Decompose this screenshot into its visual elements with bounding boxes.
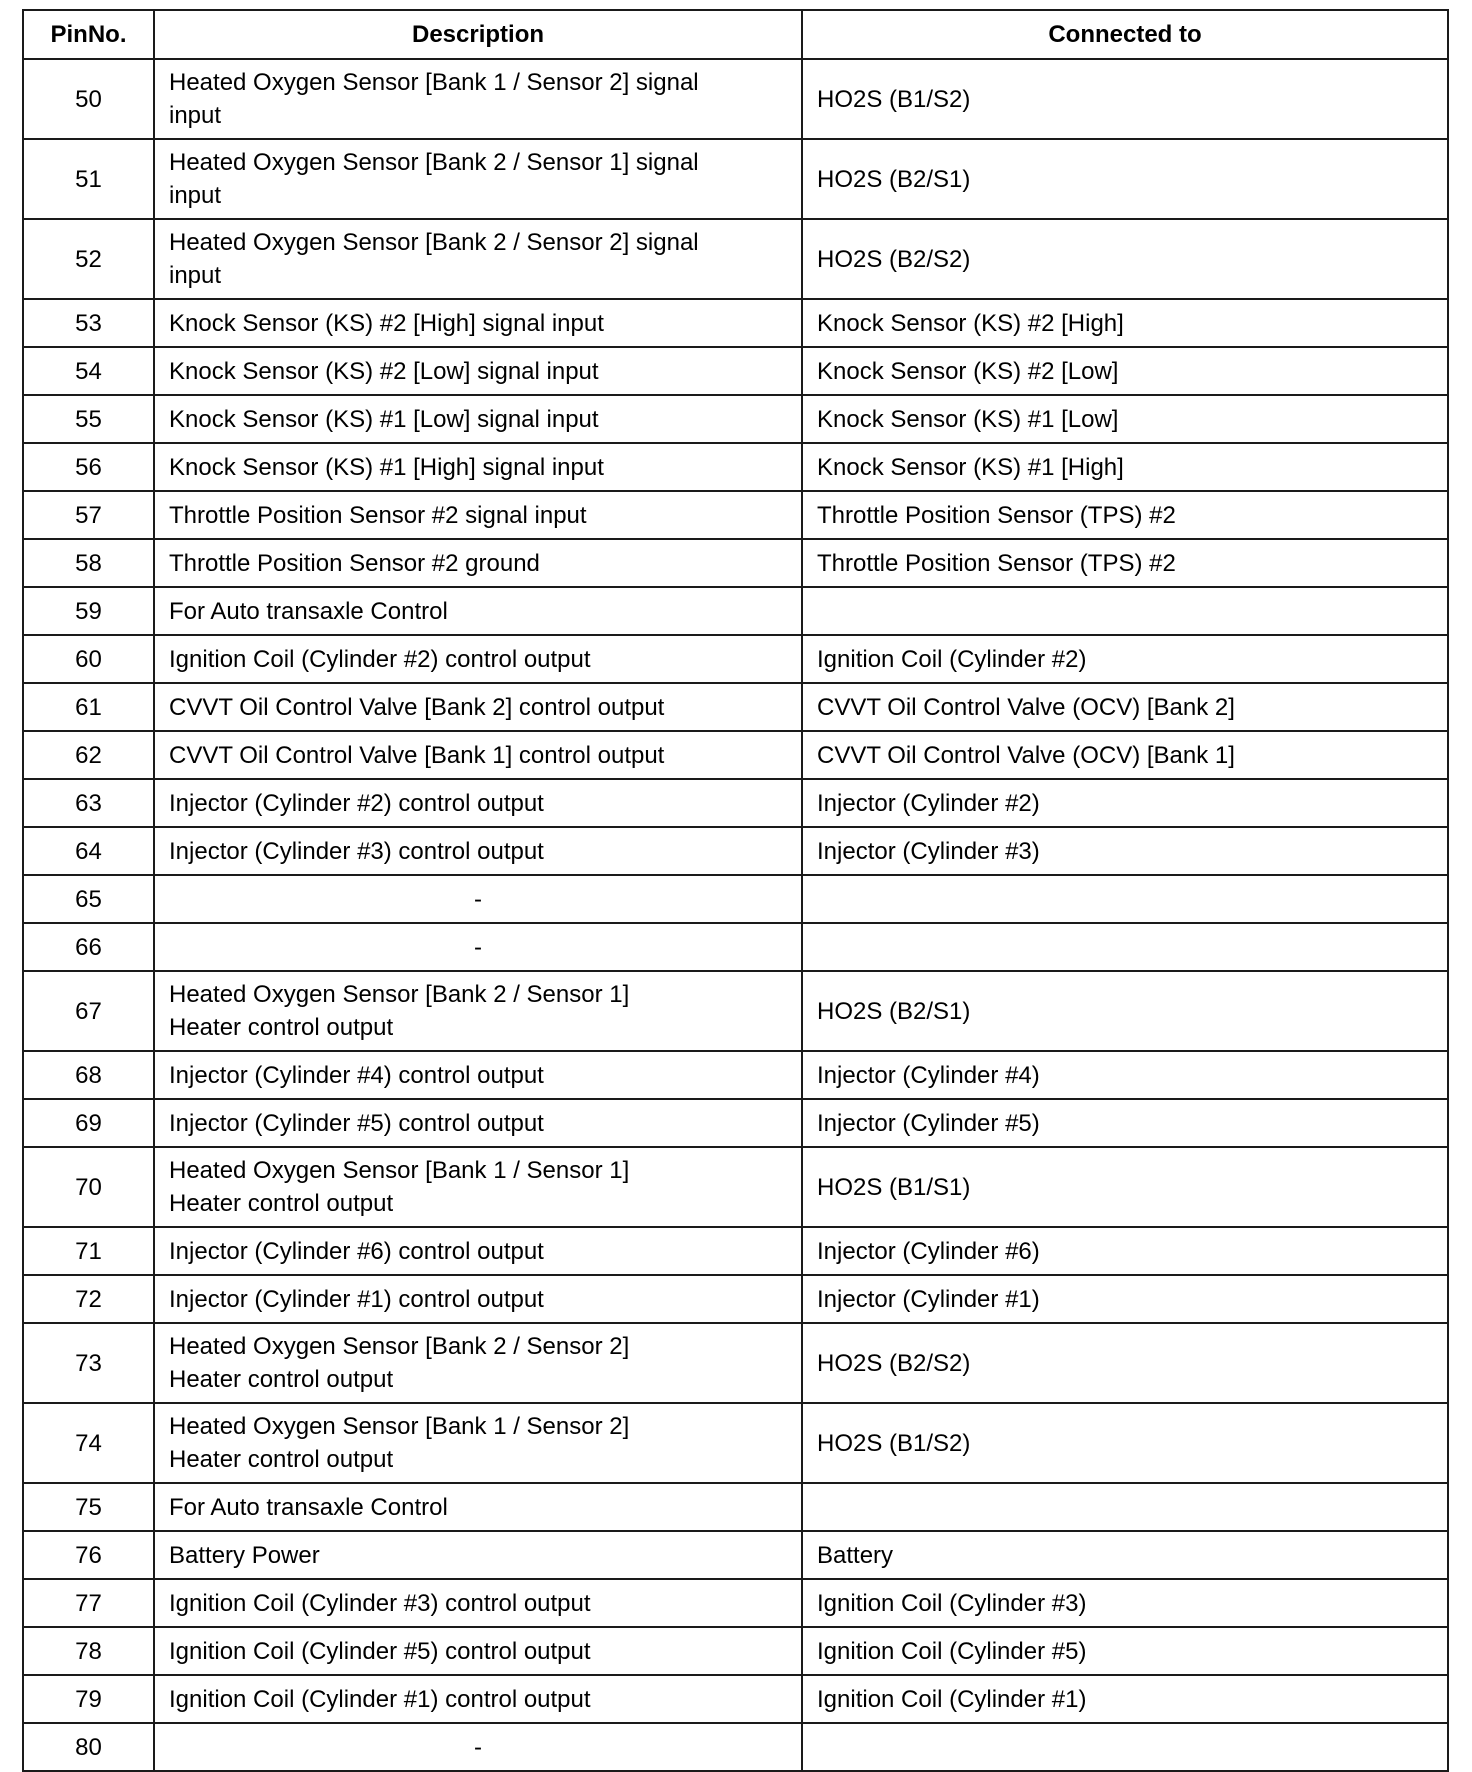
description-cell xyxy=(154,923,802,971)
description-text: Throttle Position Sensor #2 ground xyxy=(169,549,540,577)
description-cell xyxy=(154,1723,802,1771)
pin-number-cell: 76 xyxy=(23,1531,154,1579)
description-cell xyxy=(154,347,802,395)
pin-number-cell: 67 xyxy=(23,971,154,1051)
table-row xyxy=(23,395,1448,443)
connected-to-cell: Injector (Cylinder #3) xyxy=(802,827,1448,875)
connected-to-cell: CVVT Oil Control Valve (OCV) [Bank 1] xyxy=(802,731,1448,779)
connected-to-cell: Throttle Position Sensor (TPS) #2 xyxy=(802,491,1448,539)
table-row xyxy=(23,1627,1448,1675)
pin-number-cell: 78 xyxy=(23,1627,154,1675)
connected-to-cell xyxy=(802,875,1448,923)
pin-number-cell: 65 xyxy=(23,875,154,923)
pin-number-cell: 59 xyxy=(23,587,154,635)
table-row xyxy=(23,1579,1448,1627)
pin-number-cell: 75 xyxy=(23,1483,154,1531)
description-text: Knock Sensor (KS) #1 [High] signal input xyxy=(169,453,604,481)
connected-to-cell: Injector (Cylinder #2) xyxy=(802,779,1448,827)
description-cell xyxy=(154,587,802,635)
description-cell xyxy=(154,1627,802,1675)
connected-to-cell: Ignition Coil (Cylinder #2) xyxy=(802,635,1448,683)
pin-number-cell: 73 xyxy=(23,1323,154,1403)
description-text: Heated Oxygen Sensor [Bank 2 / Sensor 1] signal input xyxy=(169,149,699,209)
description-cell xyxy=(154,443,802,491)
table-row xyxy=(23,1483,1448,1531)
description-cell xyxy=(154,875,802,923)
table-row xyxy=(23,923,1448,971)
description-text: Knock Sensor (KS) #2 [High] signal input xyxy=(169,309,604,337)
description-cell xyxy=(154,395,802,443)
description-cell xyxy=(154,1051,802,1099)
connected-to-cell: Injector (Cylinder #6) xyxy=(802,1227,1448,1275)
description-text: Heated Oxygen Sensor [Bank 2 / Sensor 2] Heater control output xyxy=(169,1333,630,1393)
pin-number-cell: 55 xyxy=(23,395,154,443)
connected-to-cell: Ignition Coil (Cylinder #3) xyxy=(802,1579,1448,1627)
connected-to-cell: Knock Sensor (KS) #2 [Low] xyxy=(802,347,1448,395)
description-text: Injector (Cylinder #5) control output xyxy=(169,1109,544,1137)
table-row xyxy=(23,1051,1448,1099)
description-cell xyxy=(154,731,802,779)
connected-to-cell: CVVT Oil Control Valve (OCV) [Bank 2] xyxy=(802,683,1448,731)
description-text: Knock Sensor (KS) #2 [Low] signal input xyxy=(169,357,599,385)
connected-to-cell: HO2S (B2/S1) xyxy=(802,971,1448,1051)
pin-number-cell: 80 xyxy=(23,1723,154,1771)
description-cell xyxy=(154,1579,802,1627)
description-cell xyxy=(154,1675,802,1723)
description-cell xyxy=(154,971,802,1051)
pin-number-cell: 61 xyxy=(23,683,154,731)
pin-number-cell: 72 xyxy=(23,1275,154,1323)
table-row xyxy=(23,875,1448,923)
description-cell xyxy=(154,779,802,827)
table-row xyxy=(23,587,1448,635)
table-row xyxy=(23,219,1448,299)
table-row xyxy=(23,971,1448,1051)
table-row xyxy=(23,1147,1448,1227)
table-row xyxy=(23,1323,1448,1403)
description-cell xyxy=(154,539,802,587)
description-text: Throttle Position Sensor #2 signal input xyxy=(169,501,587,529)
description-text: Injector (Cylinder #6) control output xyxy=(169,1237,544,1265)
description-cell xyxy=(154,59,802,139)
connected-to-cell: HO2S (B2/S2) xyxy=(802,1323,1448,1403)
connected-to-cell: Ignition Coil (Cylinder #5) xyxy=(802,1627,1448,1675)
connected-to-cell: Knock Sensor (KS) #1 [High] xyxy=(802,443,1448,491)
connected-to-cell: Battery xyxy=(802,1531,1448,1579)
description-text: CVVT Oil Control Valve [Bank 2] control output xyxy=(169,693,665,721)
description-text: Injector (Cylinder #2) control output xyxy=(169,789,544,817)
pin-number-cell: 63 xyxy=(23,779,154,827)
pin-number-cell: 64 xyxy=(23,827,154,875)
description-text: For Auto transaxle Control xyxy=(169,597,448,625)
description-text: Heated Oxygen Sensor [Bank 1 / Sensor 2] signal input xyxy=(169,69,699,129)
description-cell xyxy=(154,1323,802,1403)
pin-table xyxy=(22,9,1449,1772)
pin-number-cell: 70 xyxy=(23,1147,154,1227)
table-row xyxy=(23,1675,1448,1723)
pin-number-cell: 68 xyxy=(23,1051,154,1099)
connected-to-cell: HO2S (B1/S2) xyxy=(802,59,1448,139)
connected-to-cell xyxy=(802,923,1448,971)
description-text: Heated Oxygen Sensor [Bank 1 / Sensor 1] Heater control output xyxy=(169,1157,630,1217)
description-cell xyxy=(154,1147,802,1227)
connected-to-cell: Knock Sensor (KS) #1 [Low] xyxy=(802,395,1448,443)
description-text: CVVT Oil Control Valve [Bank 1] control output xyxy=(169,741,665,769)
description-text: For Auto transaxle Control xyxy=(169,1493,448,1521)
description-text: - xyxy=(474,885,482,913)
connected-to-cell: Ignition Coil (Cylinder #1) xyxy=(802,1675,1448,1723)
pin-number-cell: 58 xyxy=(23,539,154,587)
description-cell xyxy=(154,1227,802,1275)
description-cell xyxy=(154,139,802,219)
description-cell xyxy=(154,1531,802,1579)
description-cell xyxy=(154,827,802,875)
table-row xyxy=(23,1723,1448,1771)
connected-to-cell xyxy=(802,1723,1448,1771)
connected-to-cell: Injector (Cylinder #4) xyxy=(802,1051,1448,1099)
table-row xyxy=(23,683,1448,731)
description-text: Ignition Coil (Cylinder #1) control output xyxy=(169,1685,591,1713)
description-text: Ignition Coil (Cylinder #5) control output xyxy=(169,1637,591,1665)
table-row xyxy=(23,1099,1448,1147)
description-text: - xyxy=(474,1733,482,1761)
table-row xyxy=(23,139,1448,219)
description-text: Injector (Cylinder #3) control output xyxy=(169,837,544,865)
pin-number-cell: 56 xyxy=(23,443,154,491)
connected-to-cell: HO2S (B2/S2) xyxy=(802,219,1448,299)
table-row xyxy=(23,1531,1448,1579)
pin-number-cell: 77 xyxy=(23,1579,154,1627)
description-text: Knock Sensor (KS) #1 [Low] signal input xyxy=(169,405,599,433)
pin-number-cell: 53 xyxy=(23,299,154,347)
description-cell xyxy=(154,491,802,539)
table-row xyxy=(23,779,1448,827)
pin-number-cell: 51 xyxy=(23,139,154,219)
header-row xyxy=(23,10,1448,59)
table-row xyxy=(23,299,1448,347)
table-row xyxy=(23,731,1448,779)
pin-number-cell: 69 xyxy=(23,1099,154,1147)
table-row xyxy=(23,1227,1448,1275)
table-row xyxy=(23,827,1448,875)
header-pin: PinNo. xyxy=(23,10,154,59)
description-text: Injector (Cylinder #1) control output xyxy=(169,1285,544,1313)
table-row xyxy=(23,491,1448,539)
table-row xyxy=(23,635,1448,683)
description-cell xyxy=(154,635,802,683)
description-text: Ignition Coil (Cylinder #3) control output xyxy=(169,1589,591,1617)
table-row xyxy=(23,1403,1448,1483)
table-row xyxy=(23,539,1448,587)
connected-to-cell: Injector (Cylinder #5) xyxy=(802,1099,1448,1147)
connected-to-cell xyxy=(802,587,1448,635)
connected-to-cell: Knock Sensor (KS) #2 [High] xyxy=(802,299,1448,347)
description-text: Ignition Coil (Cylinder #2) control output xyxy=(169,645,591,673)
header-description: Description xyxy=(154,10,802,59)
description-cell xyxy=(154,1275,802,1323)
header-connected-to: Connected to xyxy=(802,10,1448,59)
pin-number-cell: 54 xyxy=(23,347,154,395)
description-cell xyxy=(154,299,802,347)
description-text: Battery Power xyxy=(169,1541,320,1569)
description-text: - xyxy=(474,933,482,961)
description-text: Heated Oxygen Sensor [Bank 2 / Sensor 2] signal input xyxy=(169,229,699,289)
table-row xyxy=(23,347,1448,395)
connected-to-cell xyxy=(802,1483,1448,1531)
pin-number-cell: 74 xyxy=(23,1403,154,1483)
pin-number-cell: 62 xyxy=(23,731,154,779)
description-text: Heated Oxygen Sensor [Bank 1 / Sensor 2] Heater control output xyxy=(169,1413,630,1473)
connected-to-cell: Injector (Cylinder #1) xyxy=(802,1275,1448,1323)
pin-number-cell: 60 xyxy=(23,635,154,683)
pin-number-cell: 66 xyxy=(23,923,154,971)
pin-number-cell: 52 xyxy=(23,219,154,299)
table-row xyxy=(23,443,1448,491)
description-cell xyxy=(154,1403,802,1483)
connected-to-cell: HO2S (B1/S2) xyxy=(802,1403,1448,1483)
description-cell xyxy=(154,683,802,731)
pin-number-cell: 50 xyxy=(23,59,154,139)
description-text: Injector (Cylinder #4) control output xyxy=(169,1061,544,1089)
pin-number-cell: 79 xyxy=(23,1675,154,1723)
description-text: Heated Oxygen Sensor [Bank 2 / Sensor 1] Heater control output xyxy=(169,981,630,1041)
table-row xyxy=(23,59,1448,139)
pin-number-cell: 57 xyxy=(23,491,154,539)
description-cell xyxy=(154,1483,802,1531)
pin-number-cell: 71 xyxy=(23,1227,154,1275)
connected-to-cell: HO2S (B2/S1) xyxy=(802,139,1448,219)
description-cell xyxy=(154,1099,802,1147)
description-cell xyxy=(154,219,802,299)
connected-to-cell: Throttle Position Sensor (TPS) #2 xyxy=(802,539,1448,587)
table-row xyxy=(23,1275,1448,1323)
connected-to-cell: HO2S (B1/S1) xyxy=(802,1147,1448,1227)
